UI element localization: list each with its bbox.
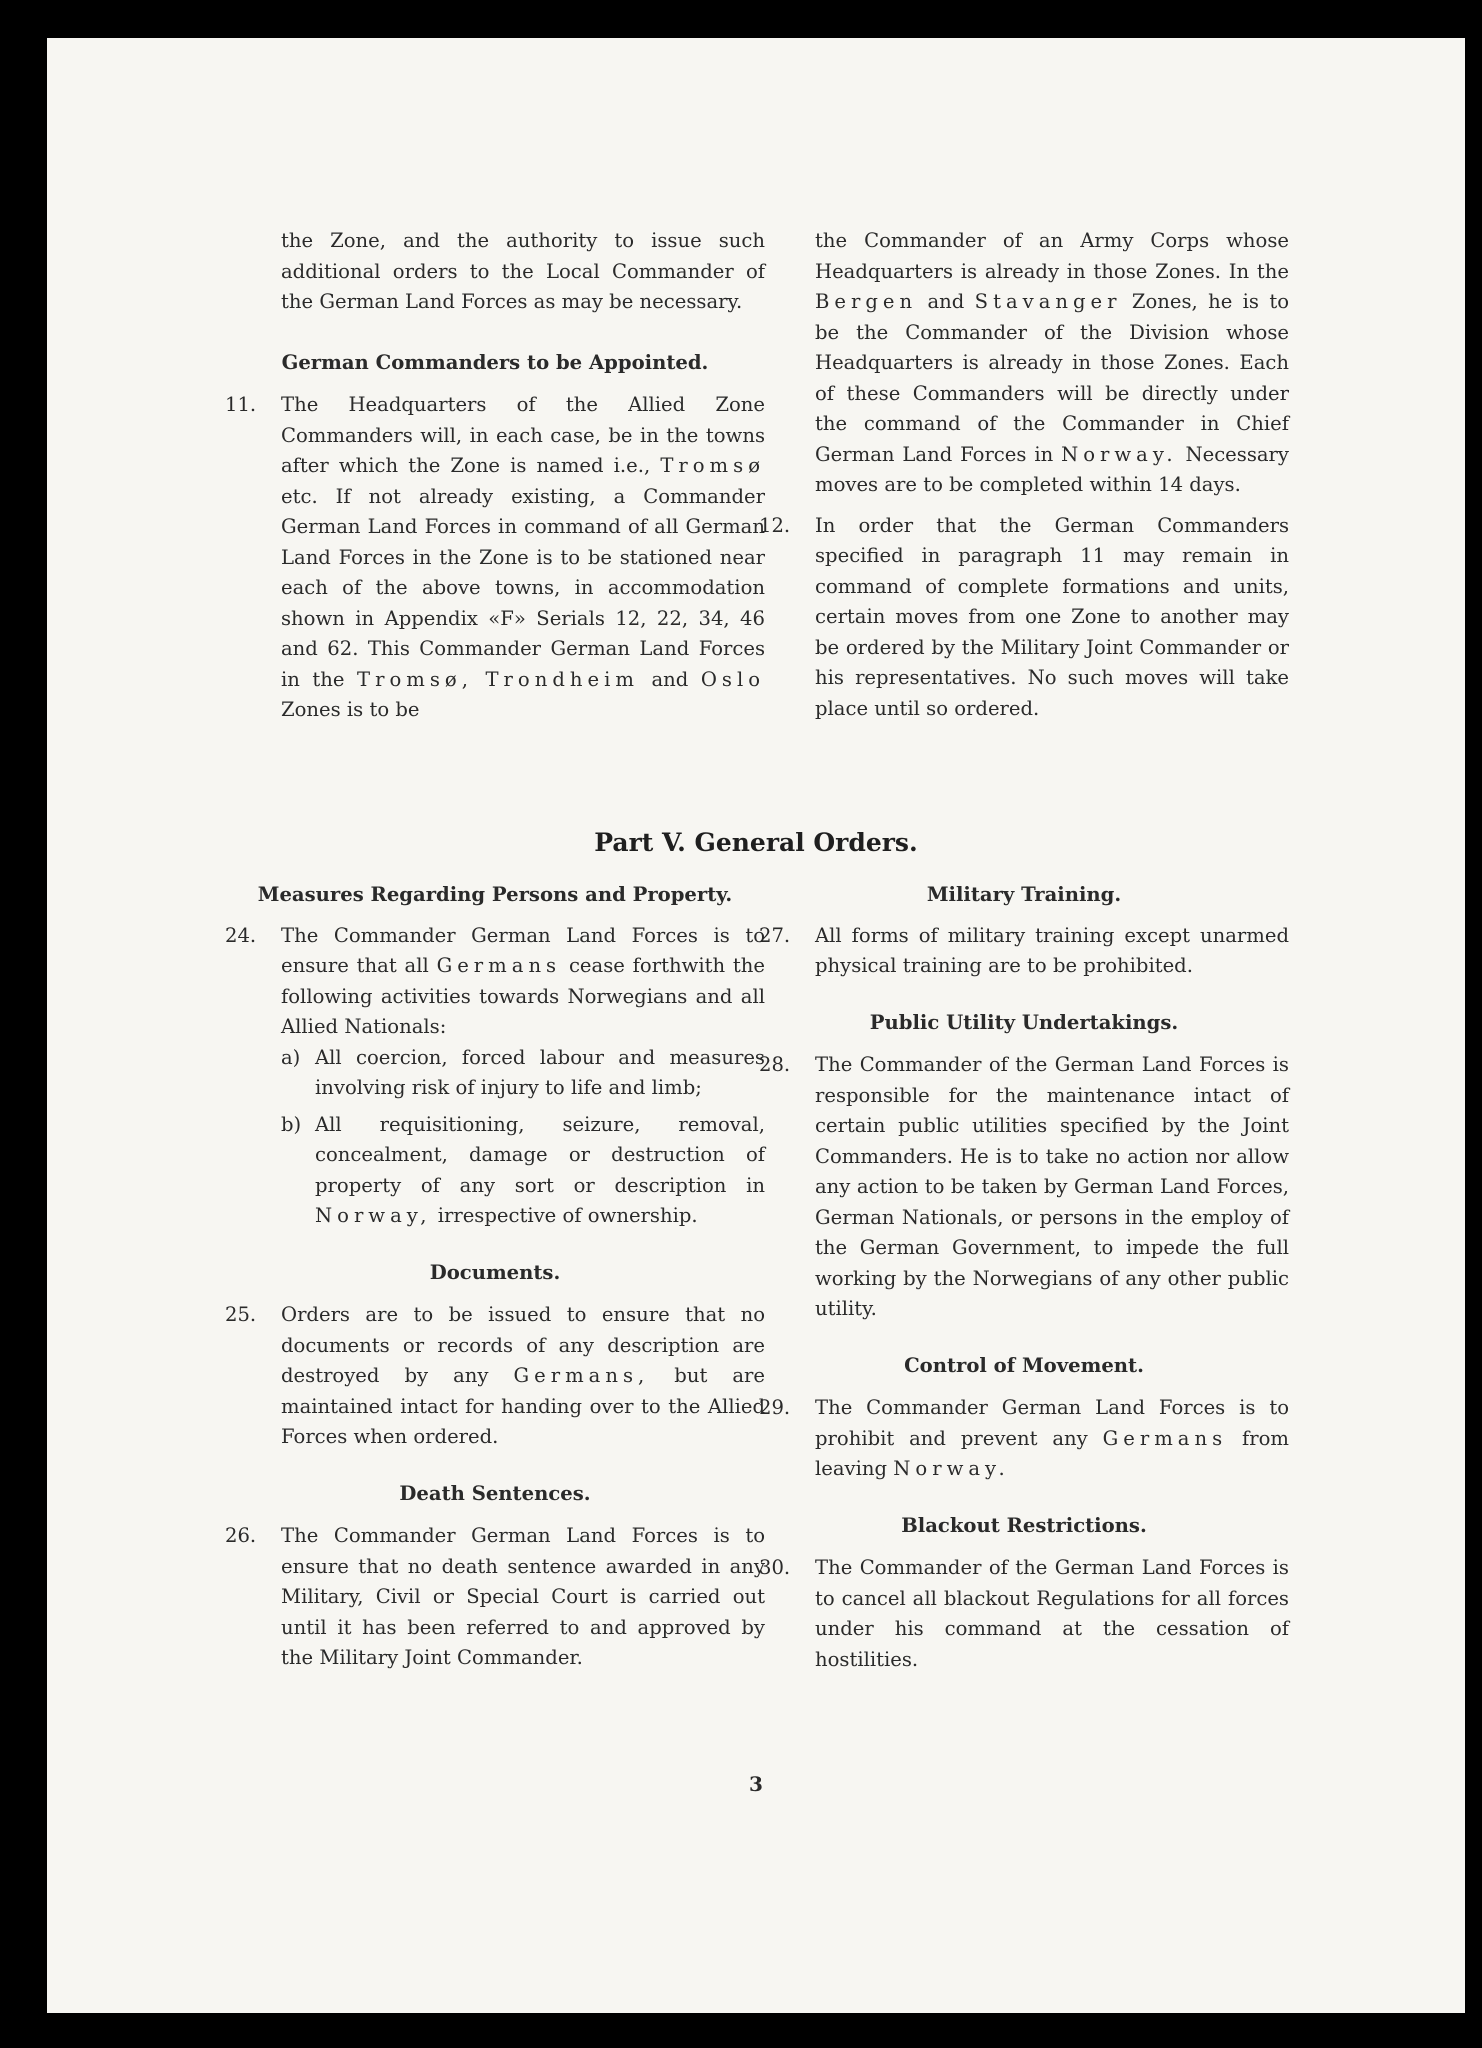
place-name: Norway. xyxy=(893,1457,1010,1480)
place-name: Tromsø, xyxy=(357,667,473,691)
paragraph-24 xyxy=(225,921,765,1232)
place-name: Norway. xyxy=(1061,442,1178,466)
sub-letter: a) xyxy=(281,1045,301,1069)
page-number: 3 xyxy=(749,1772,763,1796)
bottom-left-column xyxy=(225,880,765,1674)
paragraph-number: 25. xyxy=(225,1303,257,1326)
sub-item-b xyxy=(281,1110,765,1232)
paragraph-text: The Commander German Land Forces is to ensure that all xyxy=(281,923,765,977)
section-heading-death-sentences: Death Sentences. xyxy=(399,1481,591,1505)
paragraph-number: 24. xyxy=(225,923,257,947)
place-name: Stavanger xyxy=(974,290,1122,313)
place-name: Trondheim xyxy=(485,667,639,691)
paragraph-11-continued xyxy=(759,226,1289,501)
paragraph-text: The Commander German Land Forces is to ensure that no death sentence awarded in any Military, Civil or Special Court is carried out until it has been referred to and approved by the Military Joint Commander. xyxy=(281,1524,765,1669)
place-name: Bergen xyxy=(815,290,918,313)
section-heading-public-utility: Public Utility Undertakings. xyxy=(869,1010,1179,1034)
top-right-column xyxy=(759,226,1289,724)
sub-text: All requisitioning, seizure, removal, concealment, damage or destruction of property of any sort or description in xyxy=(315,1112,765,1197)
paragraph-text: Zones is to be xyxy=(281,698,420,721)
paragraph-number: 11. xyxy=(225,393,257,416)
place-name: Tromsø xyxy=(660,454,765,477)
paragraph-text: The Commander of the German Land Forces is responsible for the maintenance intact of certain public utilities specified by the Joint Commanders. He is to take no action nor allow any action to be taken by German Land Forces, German Nationals, or persons in the employ of the German Government, to impede the full working by the Norwegians of any other public utility. xyxy=(815,1053,1289,1320)
section-heading-measures: Measures Regarding Persons and Property. xyxy=(257,883,733,906)
paragraph-text: cease forthwith the following activities towards Norwegians and all Allied Nationals: xyxy=(281,954,765,1038)
section-heading-control-of-movement: Control of Movement. xyxy=(904,1353,1144,1377)
paragraph-25 xyxy=(225,1300,765,1453)
document-page xyxy=(47,38,1465,2013)
place-name: Norway, xyxy=(315,1204,432,1227)
section-heading-blackout: Blackout Restrictions. xyxy=(901,1513,1147,1537)
bottom-right-column xyxy=(759,880,1289,1675)
paragraph-28 xyxy=(759,1050,1289,1325)
paragraph-text: but are maintained intact for handing over to the Allied Forces when ordered. xyxy=(281,1364,765,1448)
section-heading-german-commanders: German Commanders to be Appointed. xyxy=(281,350,709,374)
paragraph-27 xyxy=(759,921,1289,982)
top-left-column xyxy=(225,226,765,726)
paragraph-text: The Headquarters of the Allied Zone Commanders will, in each case, be in the towns after which the Zone is named i.e., xyxy=(281,393,765,477)
emphasis-word: Germans xyxy=(1102,1426,1228,1450)
paragraph-29 xyxy=(759,1393,1289,1485)
paragraph-30 xyxy=(759,1553,1289,1675)
paragraph-11 xyxy=(225,390,765,726)
paragraph-text: and xyxy=(651,667,689,691)
paragraph-text: All forms of military training except unarmed physical training are to be prohibited. xyxy=(815,923,1289,977)
paragraph-12 xyxy=(759,511,1289,725)
emphasis-word: Germans xyxy=(436,954,562,977)
paragraph-text: the Commander of an Army Corps whose Headquarters is already in those Zones. In the xyxy=(815,229,1289,283)
sub-list xyxy=(281,1043,765,1232)
paragraph-number: 27. xyxy=(759,923,791,947)
paragraph-text: and xyxy=(927,290,965,313)
paragraph-text: The Commander German Land Forces is to prohibit and prevent any xyxy=(815,1396,1289,1450)
paragraph-text: In order that the German Commanders specified in paragraph 11 may remain in command of complete formations and units, certain moves from one Zone to another may be ordered by the Military Joint Commander or his representatives. No such moves will take place until so ordered. xyxy=(815,513,1289,720)
paragraph-number: 30. xyxy=(759,1556,791,1579)
paragraph-number: 12. xyxy=(759,513,791,537)
paragraph-number: 29. xyxy=(759,1396,791,1419)
paragraph-26 xyxy=(225,1521,765,1674)
paragraph-text: Zones, he is to be the Commander of the Division whose Headquarters is already in those Zones. Each of these Commanders will be directly under the command of the Commander in Chief German Land Forces in xyxy=(815,290,1289,466)
paragraph-text: Orders are to be issued to ensure that no documents or records of any description are destroyed by any xyxy=(281,1303,765,1387)
part-title: Part V. General Orders. xyxy=(594,828,918,857)
paragraph-text: from leaving xyxy=(815,1426,1289,1480)
place-name: Oslo xyxy=(700,667,766,691)
sub-text: All coercion, forced labour and measures involving risk of injury to life and limb; xyxy=(315,1045,765,1099)
paragraph-text: etc. If not already existing, a Commander German Land Forces in command of all German Land Forces in the Zone is to be stationed near each of the above towns, in accommodation shown in Appendix «F» Serials 12, 22, 34, 46 and 62. This Commander German Land Forces in the xyxy=(281,484,765,691)
section-heading-military-training: Military Training. xyxy=(926,883,1122,906)
intro-text: the Zone, and the authority to issue such additional orders to the Local Commander of the German Land Forces as may be necessary. xyxy=(281,229,765,313)
sub-letter: b) xyxy=(281,1112,302,1136)
paragraph-text: The Commander of the German Land Forces is to cancel all blackout Regulations for all forces under his command at the cessation of hostilities. xyxy=(815,1556,1289,1671)
paragraph-text: Necessary moves are to be completed within 14 days. xyxy=(815,442,1289,496)
paragraph-number: 28. xyxy=(759,1053,791,1076)
emphasis-word: Germans, xyxy=(513,1364,650,1387)
paragraph-number: 26. xyxy=(225,1524,257,1547)
sub-text: irrespective of ownership. xyxy=(437,1204,698,1227)
sub-item-a xyxy=(281,1043,765,1104)
section-heading-documents: Documents. xyxy=(429,1260,561,1284)
